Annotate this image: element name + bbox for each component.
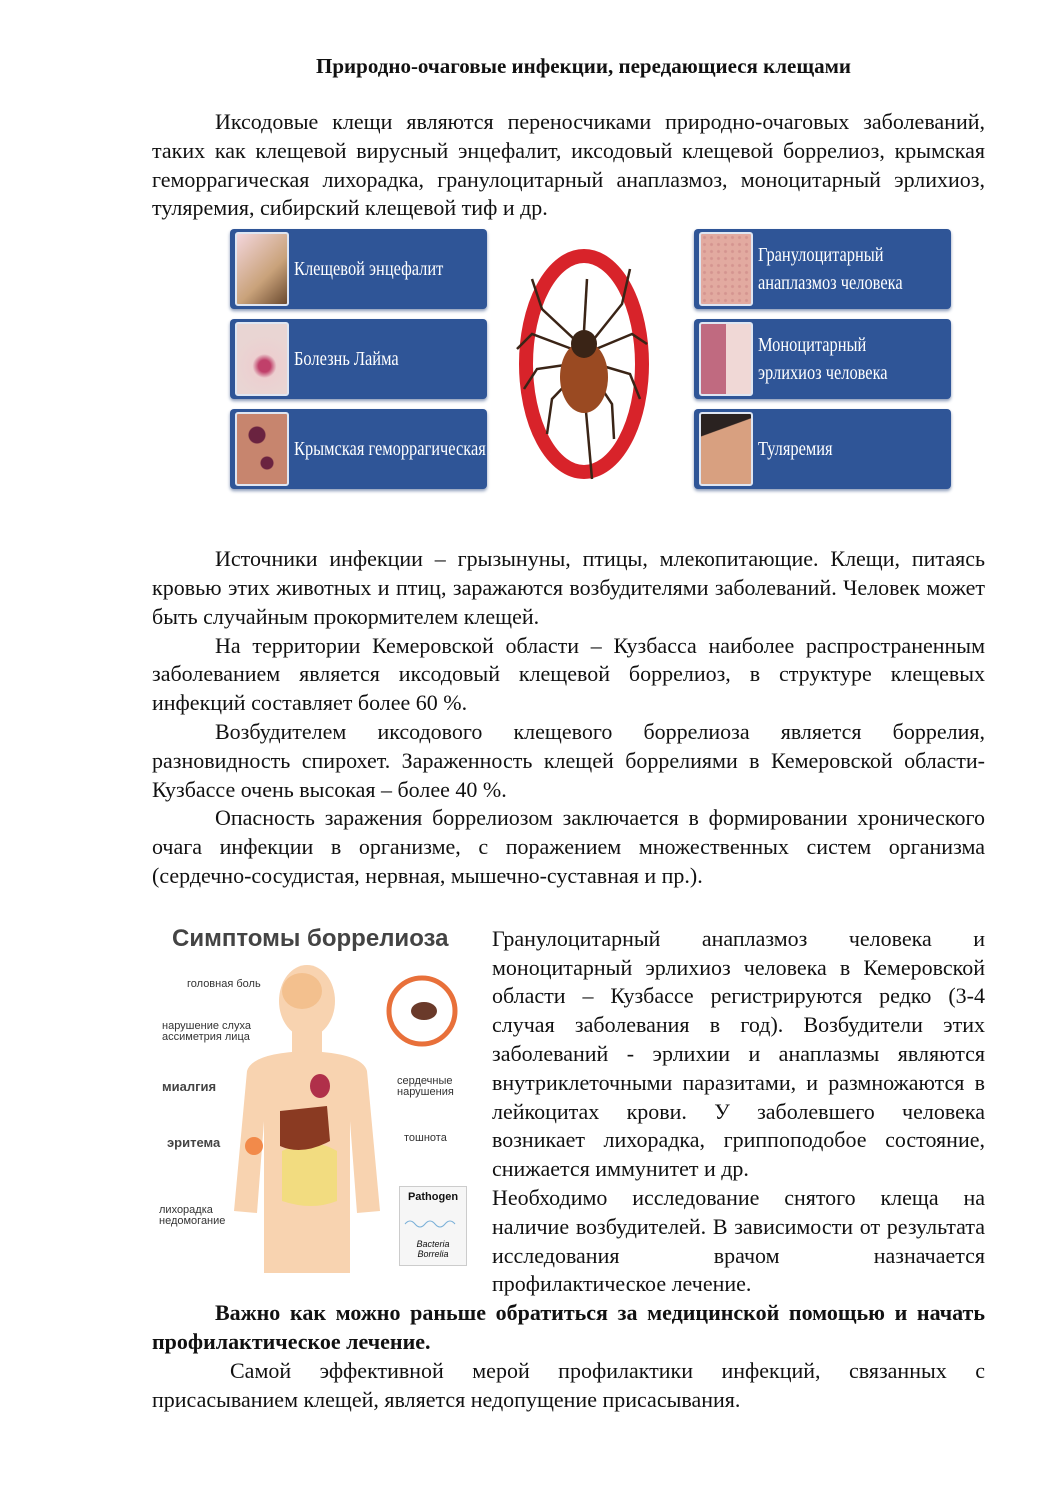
symptom-label: ассиметрия лица [162, 1030, 250, 1043]
spirochete-icon [400, 1209, 466, 1239]
pathogen-caption: Bacteria Borrelia [416, 1238, 450, 1259]
paragraph-danger: Опасность заражения боррелиозом заключается в формировании хронического очага инфекции в организме, с поражением множественных систем организма (сердечно-сосудистая, нервная, мышечно-суставная и пр.). [152, 805, 985, 888]
disease-photo [235, 322, 289, 396]
disease-photo [699, 232, 753, 306]
symptom-label: лихорадка [159, 1203, 213, 1216]
figure-title: Симптомы боррелиоза [172, 924, 449, 952]
disease-card-encephalitis [230, 229, 487, 309]
disease-label: Туляремия [758, 438, 833, 461]
paragraph-prevention: Самой эффективной мерой профилактики инфекций, связанных с присасыванием клещей, является недопущение присасывания. [152, 1357, 985, 1412]
disease-card-lyme [230, 319, 487, 399]
disease-label: Крымская геморрагическая лихорадка [294, 438, 562, 461]
symptom-label: головная боль [187, 977, 261, 990]
symptom-label: миалгия [162, 1078, 217, 1094]
document-title: Природно-очаговые инфекции, передающиеся клещами [316, 54, 851, 78]
paragraph-kuzbass: На территории Кемеровской области – Кузбасса наиболее распространенным заболеванием является иксодовый клещевой боррелиоз, в структуре клещевых инфекций составляет более 60 %. [152, 632, 985, 716]
disease-card-anaplasmosis [694, 229, 951, 309]
disease-label: Гранулоцитарный анаплазмоз человека [758, 244, 903, 295]
paragraph-sources: Источники инфекции – грызынуны, птицы, млекопитающие. Клещи, питаясь кровью этих животных и птиц, заражаются возбудителями заболеваний. Человек может быть случайным прокормителем клещей. [152, 546, 985, 629]
symptom-label: нарушения [397, 1085, 454, 1098]
disease-label: Клещевой энцефалит [294, 258, 444, 281]
symptom-label: эритема [167, 1134, 221, 1150]
paragraph-anaplasmosis: Гранулоцитарный анаплазмоз человека и моноцитарный эрлихиоз человека в Кемеровской области – Кузбассе регистрируются редко (3-4 случая заболевания в год). Возбудители этих заболеваний - эрлихии и анаплазмы являются внутриклеточными паразитами, и размножаются в лейкоцитах крови. У заболевшего человека возникает лихорадка, гриппоподобое состояние, снижается иммунитет и др. [492, 925, 985, 1182]
symptom-label: недомогание [159, 1214, 226, 1227]
disease-photo [699, 412, 753, 486]
disease-card-tularemia [694, 409, 951, 489]
paragraph-research: Необходимо исследование снятого клеща на наличие возбудителей. В зависимости от результата исследования врачом назначается профилактическое лечение. [492, 1184, 985, 1297]
disease-label: Моноцитарный эрлихиоз человека [758, 334, 888, 385]
disease-photo [235, 232, 289, 306]
pathogen-box [399, 1186, 467, 1266]
borreliosis-symptoms-figure [152, 921, 482, 1273]
document-page [152, 52, 985, 1414]
disease-card-crimean [230, 409, 562, 489]
disease-label: Болезнь Лайма [294, 348, 399, 371]
important-notice [152, 1299, 985, 1357]
tick-prohibition-icon [512, 239, 657, 489]
intro-paragraph: Иксодовые клещи являются переносчиками природно-очаговых заболеваний, таких как клещевой вирусный энцефалит, иксодовый клещевой боррелиоз, крымская геморрагическая лихорадка, гранулоцитарный анаплазмоз, моноцитарный эрлихиоз, туляремия, сибирский клещевой тиф и др. [152, 109, 985, 221]
diseases-banner [152, 229, 985, 495]
disease-photo [699, 322, 753, 396]
important-text: Важно как можно раньше обратиться за медицинской помощью и начать профилактическое лечение. [152, 1300, 985, 1354]
symptom-label: сердечные [397, 1074, 453, 1087]
paragraph-borrelia: Возбудителем иксодового клещевого боррелиоза является боррелия, разновидность спирохет. Зараженность клещей боррелиями в Кемеровской области- Кузбассе очень высокая – более 40 %. [152, 718, 985, 802]
symptom-label: нарушение слуха [162, 1019, 251, 1032]
pathogen-title: Pathogen [407, 1190, 459, 1203]
disease-card-ehrlichiosis [694, 319, 951, 399]
symptom-label: тошнота [404, 1131, 447, 1144]
disease-photo [235, 412, 289, 486]
